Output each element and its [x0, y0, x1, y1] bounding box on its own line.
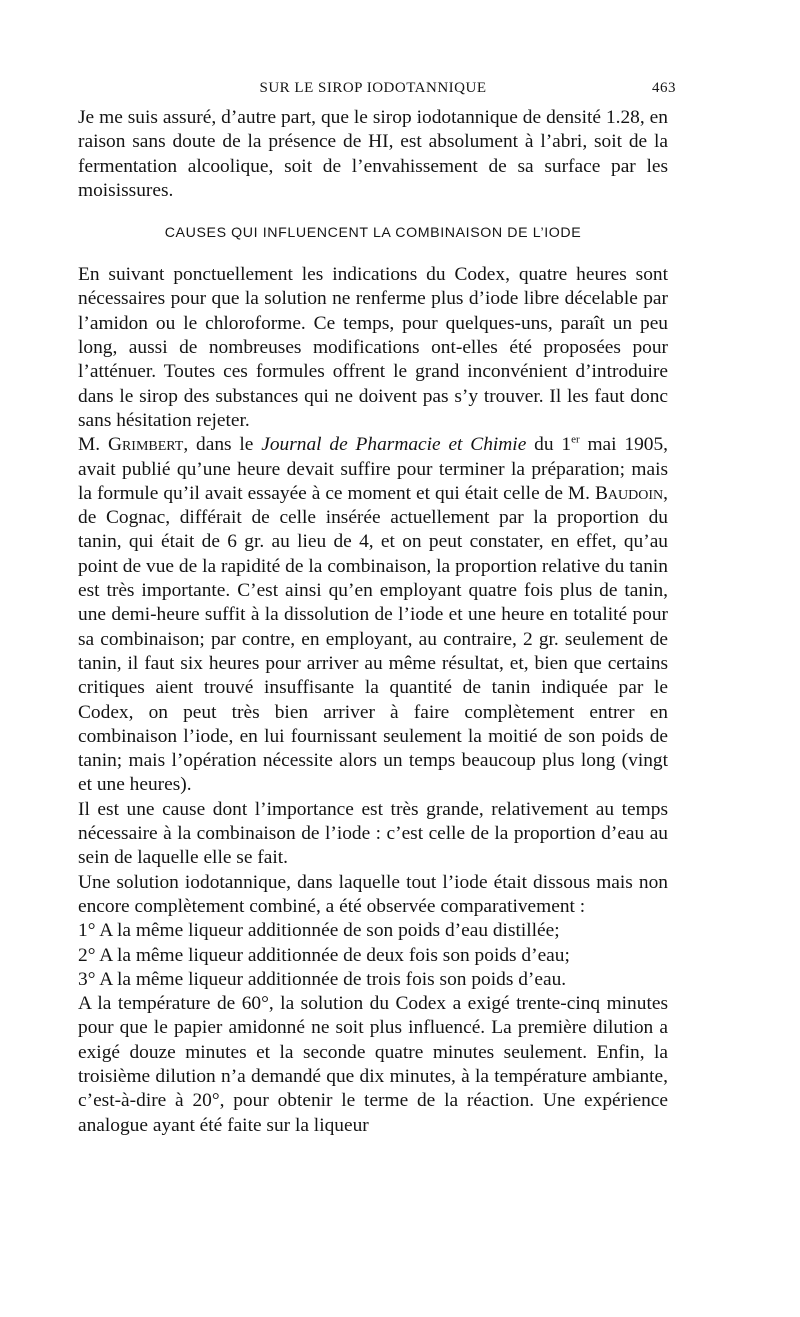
p3-text-c: du 1 — [526, 434, 572, 456]
running-title: SUR LE SIROP IODOTANNIQUE — [259, 80, 487, 96]
paragraph-2: En suivant ponctuellement les indications du Codex, quatre heures sont nécessaires pour que la solution ne renferme plus d’iode libre décelable par l’amidon ou le chloroforme. Ce temps, pour quelques-uns, paraît un peu long, aussi de nombreuses modifications ont-elles été proposées pour l’atténuer. Toutes ces formules offrent le grand inconvénient d’introduire dans le sirop des substances qui ne doivent pas s’y trouver. Il les faut donc sans hésitation rejeter. — [78, 264, 668, 431]
author-grimbert: Grimbert — [107, 434, 184, 456]
paragraph-4: Il est une cause dont l’importance est très grande, relativement au temps nécessaire à la combinaison de l’iode : c’est celle de la proportion d’eau au sein de laquelle elle se fait. — [78, 798, 668, 869]
paragraph-6: A la température de 60°, la solution du Codex a exigé trente-cinq minutes pour que le papier amidonné ne soit plus influencé. La première dilution a exigé douze minutes et la seconde quatre minutes seulement. Enfin, la troisième dilution n’a demandé que dix minutes, à la température ambiante, c’est-à-dire à 20°, pour obtenir le terme de la réaction. Une expérience analogue ayant été faite sur la liqueur — [78, 993, 668, 1136]
ordinal-superscript: er — [571, 433, 580, 446]
paragraph-1: Je me suis assuré, d’autre part, que le sirop iodotannique de densité 1.28, en raison sans doute de la présence de HI, est absolument à l’abri, soit de la fermentation alcoolique, soit de l’envahissement de sa surface par les moisissures. — [78, 107, 668, 201]
list-item-1: 1° A la même liqueur additionnée de son poids d’eau distillée; — [78, 920, 560, 942]
p3-text-a: M. — [78, 434, 108, 456]
p3-text-b: , dans le — [183, 434, 262, 456]
p3-text-e: , de Cognac, différait de celle insérée actuellement par la proportion du tanin, qui était de 6 gr. au lieu de 4, et on peut constater, en effet, qu’au point de vue de la rapidité de la combinaison, la proportion relative du tanin est très importante. C’est ainsi qu’en employant quatre fois plus de tanin, une demi-heure suffit à la dissolution de l’iode et une heure en totalité pour sa combinaison; par contre, en employant, au contraire, 2 gr. seulement de tanin, il faut six heures pour arriver au même résultat, et, bien que certains critiques aient trouvé insuffisante la quantité de tanin indiquée par le Codex, on peut très bien arriver à faire complètement entrer en combinaison l’iode, en lui fournissant seulement la moitié de son poids de tanin; mais l’opération nécessite alors un temps beaucoup plus long (vingt et une heures). — [78, 482, 668, 796]
page — [78, 80, 676, 1138]
journal-title: Journal de Pharmacie et Chimie — [261, 434, 527, 456]
running-head — [78, 80, 676, 106]
list-item-2: 2° A la même liqueur additionnée de deux fois son poids d’eau; — [78, 944, 570, 966]
paragraph-5: Une solution iodotannique, dans laquelle tout l’iode était dissous mais non encore complètement combiné, a été observée comparativement : — [78, 871, 668, 917]
p3-text-d: mai 1905, avait publié qu’une heure devait suffire pour terminer la préparation; mais la formule qu’il avait essayée à ce moment et qui était celle de M. — [78, 434, 669, 504]
paragraph-3 — [78, 433, 668, 797]
author-baudoin: Baudoin — [594, 482, 664, 504]
page-number: 463 — [652, 80, 676, 96]
section-heading: CAUSES QUI INFLUENCENT LA COMBINAISON DE L’IODE — [164, 225, 582, 242]
list-item-3: 3° A la même liqueur additionnée de trois fois son poids d’eau. — [78, 968, 567, 990]
